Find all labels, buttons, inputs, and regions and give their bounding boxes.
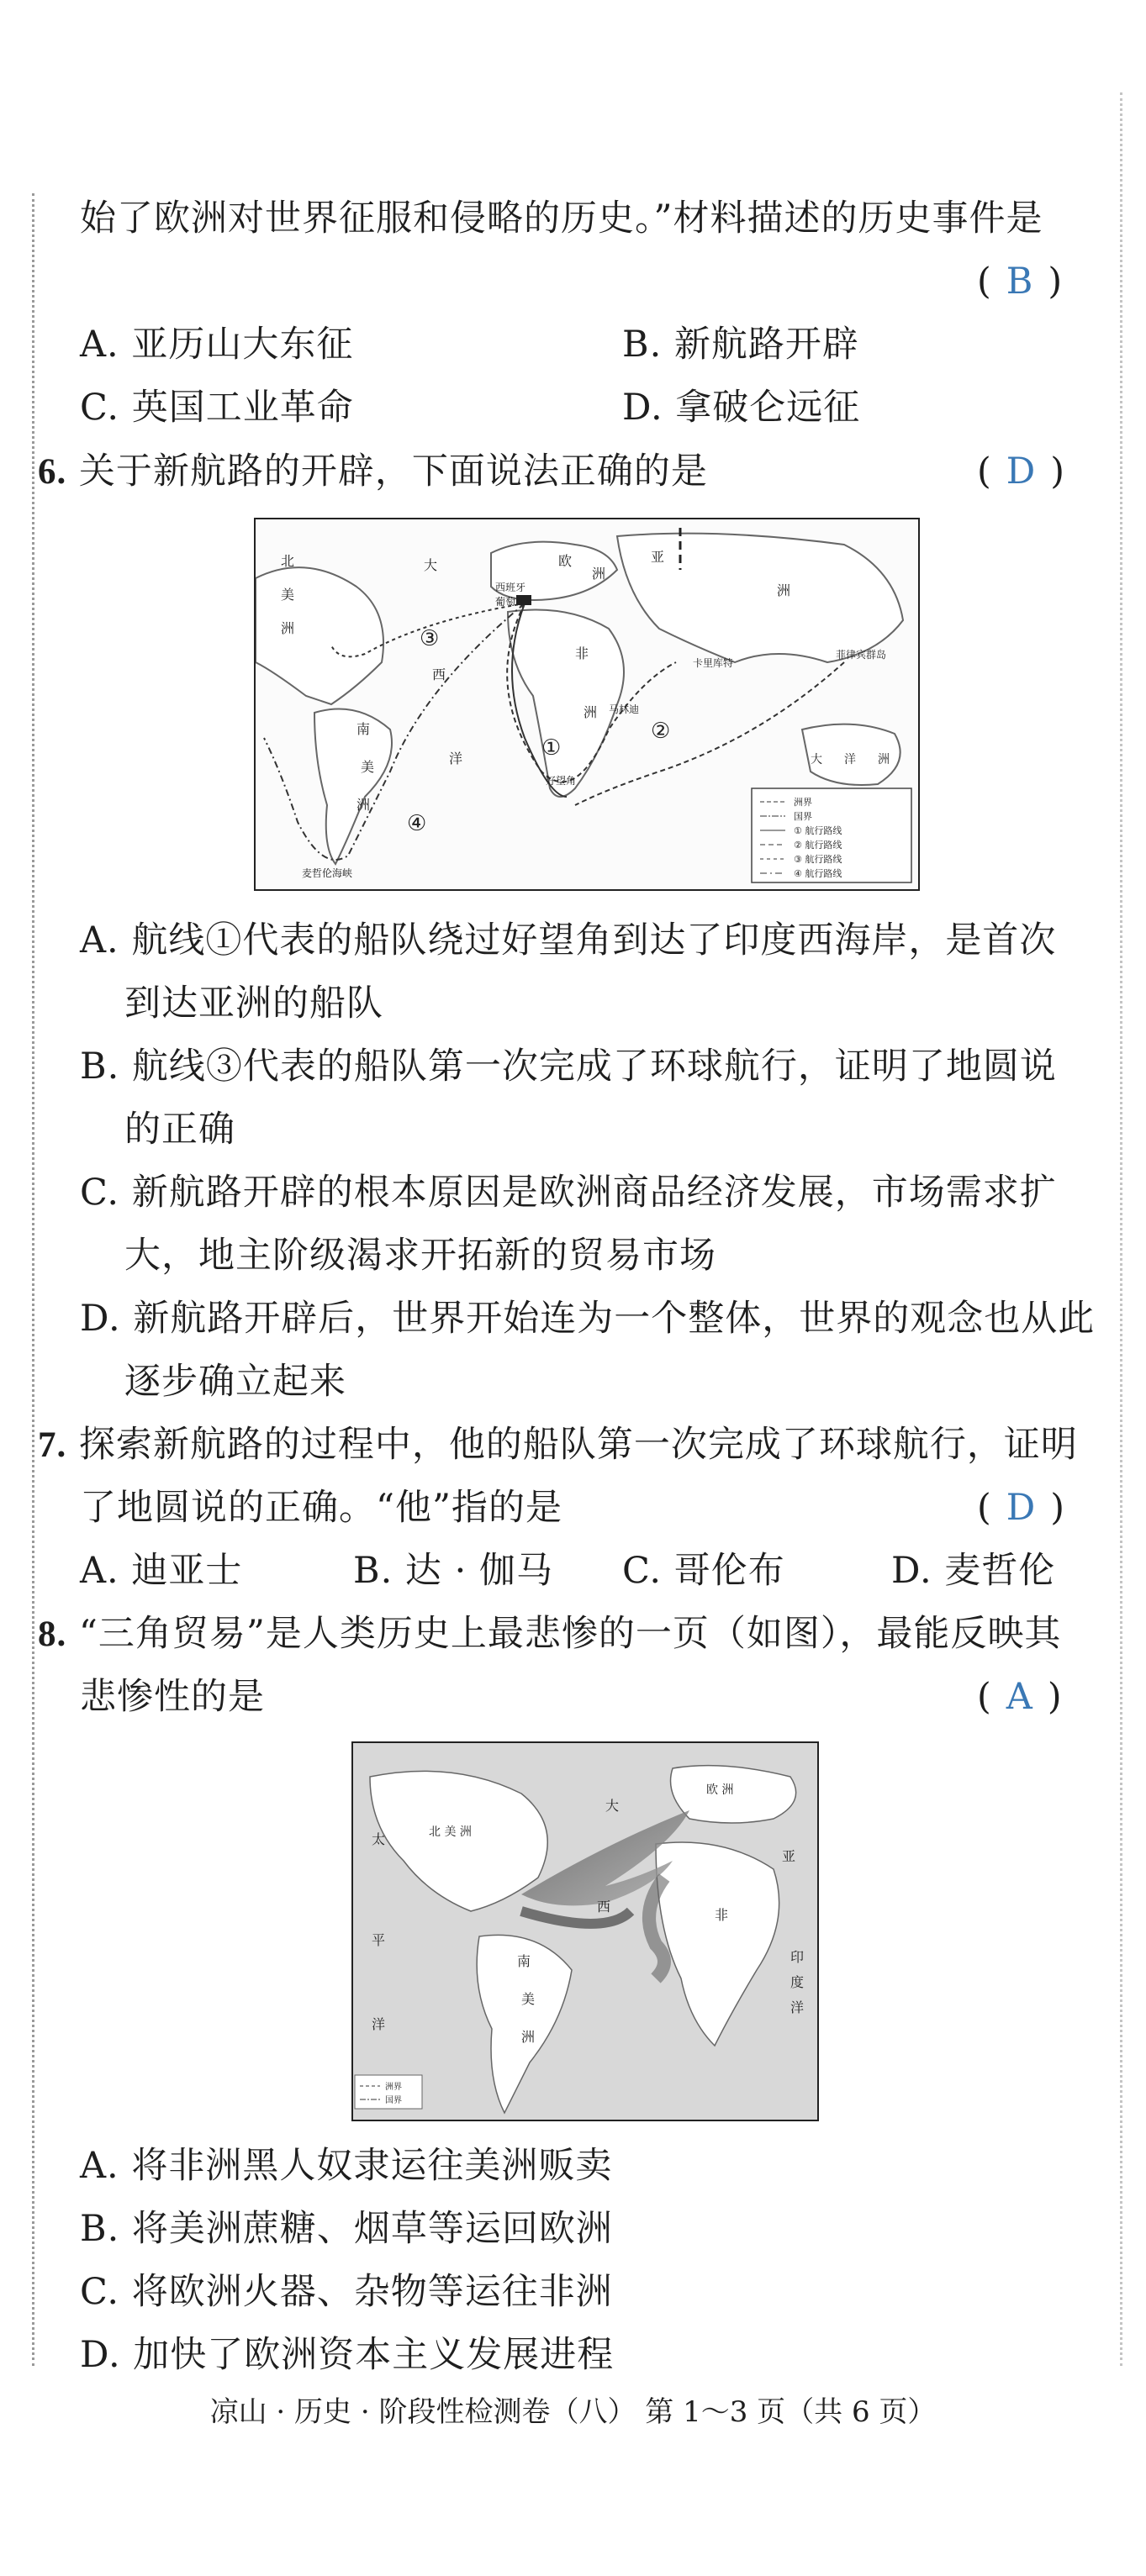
q6-route-map — [254, 518, 920, 891]
label-ocean-da: 大 — [811, 753, 822, 766]
q7-option-c[interactable]: C. 哥伦布 — [622, 1550, 785, 1592]
route-3-number: ③ — [420, 626, 440, 651]
q5-stem-tail: 始了欧洲对世界征服和侵略的历史。”材料描述的历史事件是 — [80, 198, 1043, 240]
q6-option-b-line1[interactable]: B. 航线③代表的船队第一次完成了环球航行，证明了地圆说 — [80, 1046, 1057, 1088]
q6-option-c-line2: 大，地主阶级渴求开拓新的贸易市场 — [124, 1235, 716, 1277]
label-zhou4: 洲 — [777, 582, 791, 598]
label-xi: 西 — [597, 1899, 611, 1915]
q8-map-svg — [353, 1743, 817, 2120]
label-ping: 平 — [372, 1932, 386, 1948]
label-calicut: 卡里库特 — [693, 657, 734, 669]
label-xi: 西 — [432, 666, 446, 682]
legend-item: 国界 — [385, 2096, 402, 2105]
right-margin-dotted-line — [1120, 92, 1122, 2366]
q7-stem-line2: 了地圆说的正确。“他”指的是 — [80, 1487, 562, 1529]
q8-option-b[interactable]: B. 将美洲蔗糖、烟草等运回欧洲 — [80, 2208, 613, 2250]
label-nan: 南 — [517, 1953, 531, 1969]
legend-item: 国界 — [794, 811, 812, 822]
q6-option-c-line1[interactable]: C. 新航路开辟的根本原因是欧洲商品经济发展，市场需求扩 — [80, 1172, 1057, 1214]
q8-stem-line2: 悲惨性的是 — [80, 1676, 265, 1718]
label-america-mei: 美 — [281, 587, 295, 603]
legend-item: ④ 航行路线 — [794, 868, 842, 879]
label-yin: 印 — [790, 1949, 805, 1965]
q5-option-c[interactable]: C. 英国工业革命 — [80, 387, 354, 429]
label-fei: 非 — [575, 645, 589, 661]
q6-option-d-line1[interactable]: D. 新航路开辟后，世界开始连为一个整体，世界的观念也从此 — [80, 1298, 1096, 1340]
q8-option-c[interactable]: C. 将欧洲火器、杂物等运往非洲 — [80, 2271, 613, 2313]
label-magellan-strait: 麦哲伦海峡 — [302, 867, 353, 879]
africa-land — [508, 610, 624, 798]
q7-option-b[interactable]: B. 达 · 伽马 — [353, 1550, 553, 1592]
label-ou: 欧 — [558, 553, 573, 569]
label-yang: 洋 — [372, 2016, 386, 2032]
q8-answer: ( A ) — [977, 1676, 1062, 1718]
q8-map-legend — [355, 2075, 422, 2109]
q5-option-b[interactable]: B. 新航路开辟 — [622, 324, 859, 366]
q5-answer: ( B ) — [977, 261, 1063, 303]
q6-map-svg — [256, 519, 918, 889]
label-yang2: 洋 — [790, 1999, 805, 2015]
label-zhou2: 洲 — [356, 797, 371, 813]
q5-option-d[interactable]: D. 拿破仑远征 — [622, 387, 861, 429]
left-margin-dotted-line — [32, 193, 34, 2366]
label-ya: 亚 — [651, 549, 665, 565]
label-north: 北 — [281, 553, 295, 569]
legend-item: ③ 航行路线 — [794, 854, 842, 865]
q7-option-a[interactable]: A. 迪亚士 — [80, 1550, 243, 1592]
label-mei: 美 — [521, 1991, 536, 2007]
q5-option-a[interactable]: A. 亚历山大东征 — [80, 324, 354, 366]
label-da: 大 — [605, 1798, 620, 1814]
label-fei: 非 — [715, 1907, 729, 1923]
q6-option-a-line1[interactable]: A. 航线①代表的船队绕过好望角到达了印度西海岸，是首次 — [80, 919, 1057, 961]
label-portugal: 葡萄牙 — [495, 596, 526, 608]
label-spain: 西班牙 — [495, 582, 526, 593]
legend-item: ② 航行路线 — [794, 840, 842, 851]
legend-item: ① 航行路线 — [794, 825, 842, 836]
label-tai: 太 — [372, 1831, 386, 1847]
legend-item: 洲界 — [794, 797, 812, 808]
label-zhou5: 洲 — [584, 704, 598, 720]
label-south: 南 — [356, 721, 371, 737]
label-ocean-zhou: 洲 — [878, 753, 890, 766]
label-ocean-yang: 洋 — [844, 753, 856, 766]
north-america-land — [256, 567, 383, 704]
q6-option-a-line2: 到达亚洲的船队 — [124, 982, 383, 1025]
q6-stem: 6. 关于新航路的开辟，下面说法正确的是 — [38, 450, 708, 493]
label-zhou: 洲 — [521, 2029, 536, 2045]
route-4-number: ④ — [407, 811, 427, 836]
q7-stem-line1: 7. 探索新航路的过程中，他的船队第一次完成了环球航行，证明 — [38, 1424, 1078, 1466]
route-1-number: ① — [541, 735, 562, 761]
label-zhou3: 洲 — [592, 566, 606, 582]
q6-option-d-line2: 逐步确立起来 — [124, 1361, 346, 1403]
legend-item: 洲界 — [385, 2083, 402, 2092]
label-philippines: 菲律宾群岛 — [836, 649, 887, 661]
label-da: 大 — [424, 557, 438, 573]
label-cape: 好望角 — [546, 775, 577, 787]
label-yang: 洋 — [449, 751, 463, 766]
q8-triangle-trade-map — [351, 1741, 819, 2121]
south-america-land — [314, 709, 392, 865]
q7-answer: ( D ) — [977, 1487, 1065, 1529]
q8-option-d[interactable]: D. 加快了欧洲资本主义发展进程 — [80, 2334, 615, 2376]
q8-option-a[interactable]: A. 将非洲黑人奴隶运往美洲贩卖 — [80, 2145, 613, 2187]
route-2-number: ② — [651, 719, 671, 744]
label-mei2: 美 — [361, 759, 375, 775]
q6-map-legend — [752, 788, 911, 882]
label-zhou: 洲 — [281, 620, 295, 636]
label-beimeizhou: 北 美 洲 — [429, 1825, 472, 1839]
q6-answer: ( D ) — [977, 450, 1065, 493]
q7-option-d[interactable]: D. 麦哲伦 — [891, 1550, 1056, 1592]
label-du: 度 — [790, 1974, 805, 1990]
q6-option-b-line2: 的正确 — [124, 1109, 235, 1151]
q8-stem-line1: 8. “三角贸易”是人类历史上最悲惨的一页（如图），最能反映其 — [38, 1613, 1062, 1655]
page-footer: 凉山 · 历史 · 阶段性检测卷（八） 第 1～3 页（共 6 页） — [209, 2395, 937, 2429]
label-ouzhou: 欧 洲 — [706, 1783, 734, 1797]
label-malindi: 马林迪 — [609, 703, 640, 715]
label-ya: 亚 — [782, 1848, 796, 1864]
